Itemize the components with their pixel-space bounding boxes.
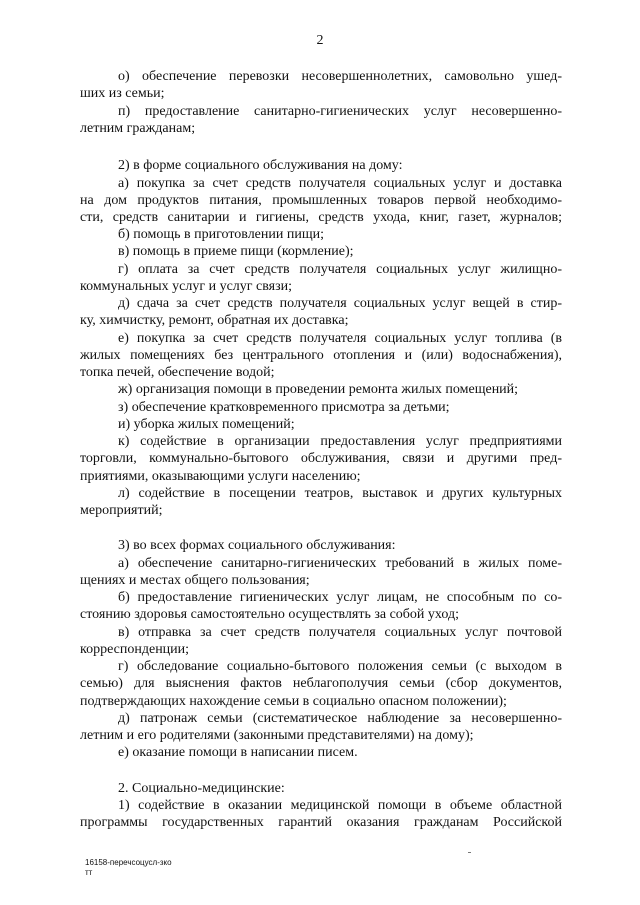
item-g-line-2: коммунальных услуг и услуг связи;: [80, 279, 293, 294]
item3-v-line-2: корреспонденции;: [80, 642, 190, 657]
item-k-line-3: приятиями, оказывающими услуги населению;: [80, 469, 361, 484]
medical-item-1-line-1: 1) содействие в оказании медицинской помощи в объеме областной: [118, 798, 562, 813]
item3-d-line-1: д) патронаж семьи (систематическое наблюдение за несовершенно-: [118, 711, 562, 726]
item-a-line-2: на дом продуктов питания, промышленных товаров первой необходимо-: [80, 193, 562, 208]
page-number: 2: [316, 33, 324, 48]
item-z-line: з) обеспечение кратковременного присмотра за детьми;: [118, 400, 450, 415]
item-k-line-1: к) содействие в организации предоставления услуг предприятиями: [118, 434, 562, 449]
item-l-line-2: мероприятий;: [80, 503, 163, 518]
item-d-line-1: д) сдача за счет средств получателя социальных услуг вещей в стир-: [118, 296, 562, 311]
item3-g-line-2: семью) для выяснения фактов неблагополучия семьи (сбор документов,: [80, 676, 562, 691]
item3-g-line-3: подтверждающих нахождение семьи в социально опасном положении);: [80, 694, 507, 709]
item-d-line-2: ку, химчистку, ремонт, обратная их доставка;: [80, 313, 349, 328]
item-p-line-2: летним гражданам;: [80, 121, 196, 136]
section-medical-heading: 2. Социально-медицинские:: [118, 781, 285, 796]
item-k-line-2: торговли, коммунально-бытового обслуживания, связи и другими пред-: [80, 451, 562, 466]
item3-b-line-1: б) предоставление гигиенических услуг лицам, не способным по со-: [118, 590, 562, 605]
item3-a-line-2: щениях и местах общего пользования;: [80, 573, 310, 588]
item-l-line-1: л) содействие в посещении театров, выставок и других культурных: [118, 486, 562, 501]
section-all-forms-heading: 3) во всех формах социального обслуживания:: [118, 538, 396, 553]
item3-d-line-2: летним и его родителями (законными представителями) на дому);: [80, 728, 474, 743]
item-b-line: б) помощь в приготовлении пищи;: [118, 227, 325, 242]
item3-e-line: е) оказание помощи в написании писем.: [118, 745, 358, 760]
item3-v-line-1: в) отправка за счет средств получателя социальных услуг почтовой: [118, 625, 562, 640]
item-i-line: и) уборка жилых помещений;: [118, 417, 295, 432]
item-o-line-2: ших из семьи;: [80, 86, 165, 101]
item3-b-line-2: стоянию здоровья самостоятельно осуществлять за собой уход;: [80, 607, 459, 622]
item-e-line-3: топка печей, обеспечение водой;: [80, 365, 275, 380]
item-p-line-1: п) предоставление санитарно-гигиенических услуг несовершенно-: [118, 104, 562, 119]
section-home-service-heading: 2) в форме социального обслуживания на дому:: [118, 158, 403, 173]
item-a-line-1: а) покупка за счет средств получателя социальных услуг и доставка: [118, 176, 562, 191]
item-e-line-2: жилых помещениях без центрального отопления и (или) водоснабжения),: [80, 348, 562, 363]
item-v-line: в) помощь в приеме пищи (кормление);: [118, 244, 354, 259]
footer-file-name: 16158-перечсоцусл-зко: [85, 858, 172, 867]
scan-speck: [468, 852, 471, 853]
item-g-line-1: г) оплата за счет средств получателя социальных услуг жилищно-: [118, 262, 562, 277]
item-zh-line: ж) организация помощи в проведении ремонта жилых помещений;: [118, 382, 519, 397]
item-o-line-1: о) обеспечение перевозки несовершеннолетних, самовольно ушед-: [118, 69, 562, 84]
item3-a-line-1: а) обеспечение санитарно-гигиенических требований в жилых поме-: [118, 556, 562, 571]
item-a-line-3: сти, средств санитарии и гигиены, средств ухода, книг, газет, журналов;: [80, 210, 562, 225]
item-e-line-1: е) покупка за счет средств получателя социальных услуг топлива (в: [118, 331, 562, 346]
footer-initials: тт: [85, 868, 93, 877]
medical-item-1-line-2: программы государственных гарантий оказания гражданам Российской: [80, 815, 562, 830]
item3-g-line-1: г) обследование социально-бытового положения семьи (с выходом в: [118, 659, 562, 674]
